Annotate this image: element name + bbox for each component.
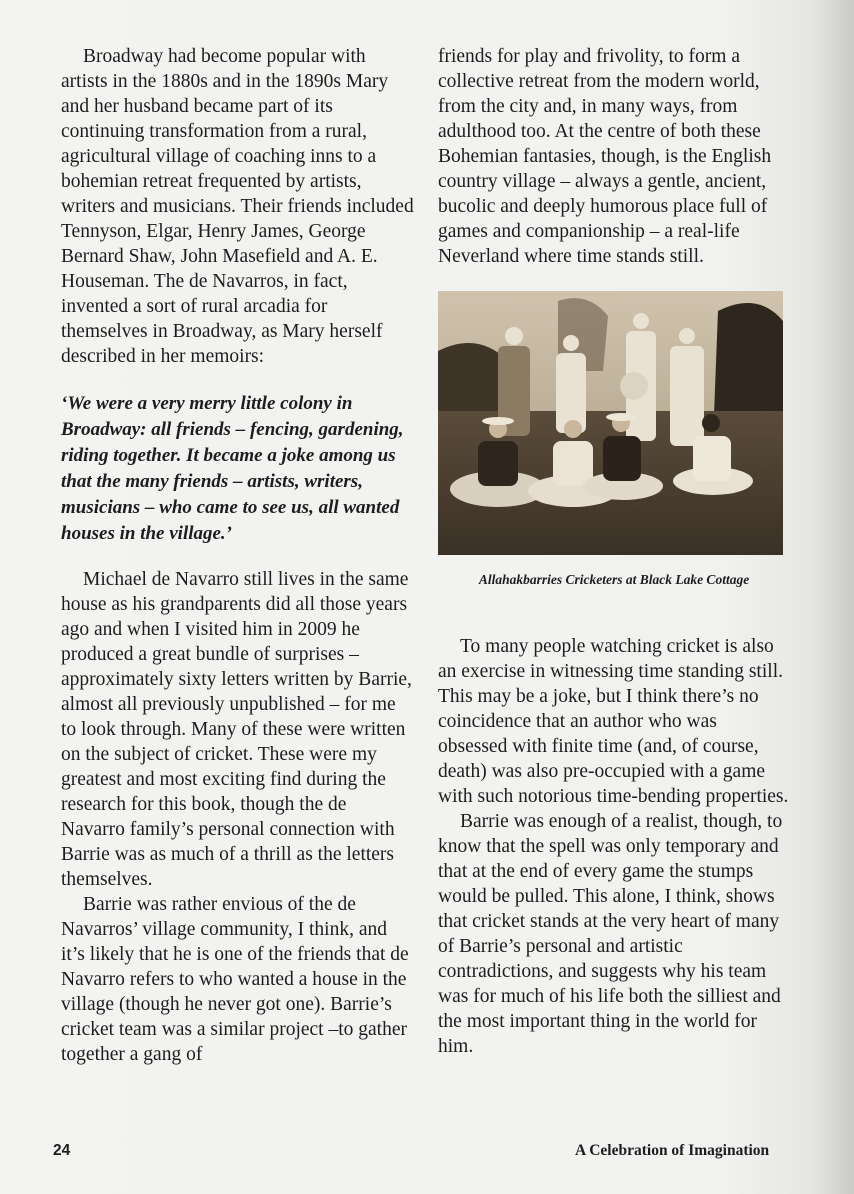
body-paragraph: Broadway had become popular with artists in the 1880s and in the 1890s Mary and her husband became part of its continuing transformation from a rural, agricultural village of coaching inns to a bohemian retreat frequented by artists, writers and musicians. Their friends included Tennyson, Elgar, Henry James, George Bernard Shaw, John Masefield and A. E. Houseman. The de Navarros, in fact, invented a sort of rural arcadia for themselves in Broadway, as Mary herself described in her memoirs: [61,46,414,367]
body-paragraph: To many people watching cricket is also an exercise in witnessing time standing still. This may be a joke, but I think there’s no coincidence that an author who was obsessed with finite time (and, of course, death) was also pre-occupied with a game with such notorious time-bending properties. [438,636,789,807]
page-number: 24 [53,1142,71,1159]
running-title: A Celebration of Imagination [575,1142,770,1159]
left-column [61,44,415,1067]
body-paragraph: Barrie was enough of a realist, though, to know that the spell was only temporary and that at the end of every game the stumps would be pulled. This alone, I think, shows that cricket stands at the very heart of many of Barrie’s personal and artistic contradictions, and suggests why his team was for much of his life both the silliest and the most important thing in the world for him. [438,811,783,1057]
body-paragraph: friends for play and frivolity, to form a collective retreat from the modern world, from the city and, in many ways, from adulthood too. At the centre of both these Bohemian fantasies, though, is the English country village – always a gentle, ancient, bucolic and deeply humorous place full of games and companionship – a real-life Neverland where time stands still. [438,46,772,267]
body-paragraph: Barrie was rather envious of the de Navarros’ village community, I think, and it’s likely that he is one of the friends that de Navarro refers to who wanted a house in the village (though he never got one). Barrie’s cricket team was a similar project –to gather together a gang of [61,894,409,1065]
right-column [438,44,790,1059]
body-paragraph: Michael de Navarro still lives in the same house as his grandparents did all those years ago and when I visited him in 2009 he produced a great bundle of surprises – approximately sixty letters written by Barrie, almost all previously unpublished – for me to look through. Many of these were written on the subject of cricket. These were my greatest and most exciting find during the research for this book, though the de Navarro family’s personal connection with Barrie was as much of a thrill as the letters themselves. [61,569,412,890]
memoir-quote: ‘We were a very merry little colony in Broadway: all friends – fencing, gardening, riding together. It became a joke among us that the many friends – artists, writers, musicians – who came to see us, all wanted houses in the village.’ [61,393,404,544]
photo-caption: Allahakbarries Cricketers at Black Lake Cottage [478,572,750,587]
photo-figure [438,291,790,592]
cricketers-photo [438,291,783,555]
spacer [438,592,790,634]
